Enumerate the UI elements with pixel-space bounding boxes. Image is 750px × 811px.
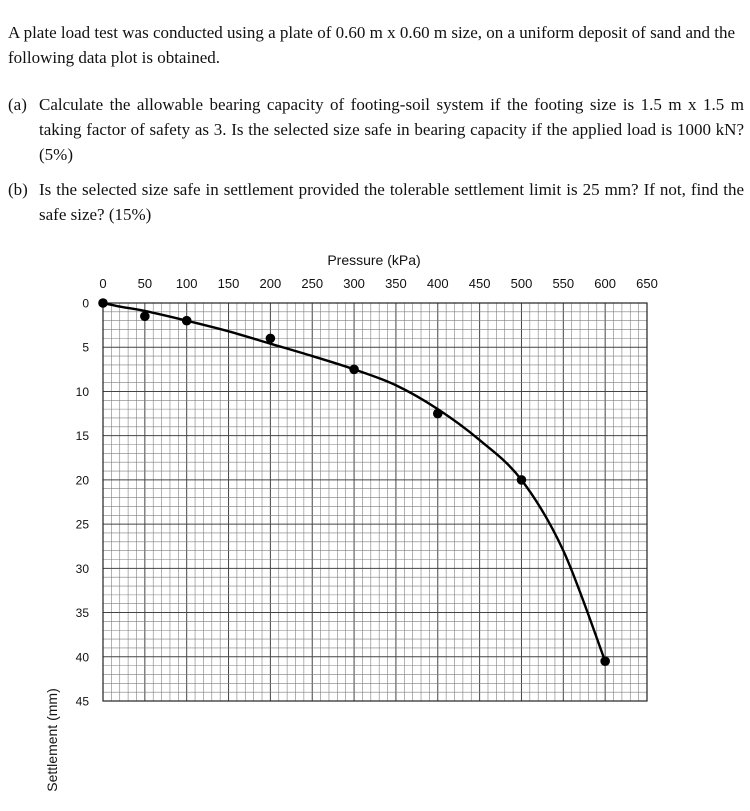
data-point	[182, 316, 192, 326]
y-tick-label: 0	[82, 296, 89, 311]
y-tick-label: 25	[75, 517, 89, 532]
y-tick-label: 35	[75, 606, 89, 621]
y-tick-label: 20	[75, 473, 89, 488]
question-a	[8, 92, 744, 167]
data-point	[140, 311, 150, 321]
y-tick-label: 5	[82, 340, 89, 355]
chart-axes	[76, 276, 658, 709]
x-tick-label: 200	[259, 276, 282, 291]
question-b-label: (b)	[8, 180, 28, 199]
x-tick-label: 50	[137, 276, 153, 291]
question-b	[8, 177, 744, 227]
plot-border	[103, 303, 647, 701]
x-tick-label: 550	[552, 276, 575, 291]
x-tick-label: 150	[217, 276, 240, 291]
problem-intro: A plate load test was conducted using a plate of 0.60 m x 0.60 m size, on a uniform deposit of sand and the following data plot is obtained.	[8, 23, 736, 67]
x-tick-label: 300	[343, 276, 365, 291]
y-tick-label: 45	[75, 694, 89, 709]
x-tick-label: 0	[99, 276, 107, 291]
x-tick-label: 650	[636, 276, 658, 291]
data-point	[517, 475, 527, 485]
data-point	[349, 365, 359, 375]
x-tick-label: 400	[426, 276, 449, 291]
x-tick-label: 500	[510, 276, 533, 291]
settlement-chart	[0, 240, 750, 792]
x-tick-label: 450	[468, 276, 491, 291]
data-point	[98, 298, 108, 308]
data-point	[433, 409, 443, 419]
y-tick-label: 30	[75, 561, 89, 576]
y-tick-label: 40	[75, 650, 89, 665]
y-tick-label: 15	[75, 429, 89, 444]
y-tick-label: 10	[75, 384, 89, 399]
question-a-label: (a)	[8, 95, 27, 114]
data-point	[266, 334, 276, 344]
question-a-text: Calculate the allowable bearing capacity of footing-soil system if the footing size is 1.5 m x 1.5 m taking factor of safety as 3. Is the selected size safe in bearing capacity if the applied load is 1000 kN? (5%)	[39, 95, 744, 164]
question-b-text: Is the selected size safe in settlement provided the tolerable settlement limit is 25 mm? If not, find the safe size? (15%)	[39, 180, 744, 224]
x-tick-label: 100	[175, 276, 198, 291]
y-axis-label: Settlement (mm)	[44, 688, 60, 792]
x-tick-label: 600	[594, 276, 617, 291]
x-tick-label: 350	[385, 276, 407, 291]
x-axis-label: Pressure (kPa)	[327, 252, 421, 268]
x-tick-label: 250	[301, 276, 324, 291]
chart-grid	[103, 303, 647, 701]
data-point	[600, 656, 610, 666]
